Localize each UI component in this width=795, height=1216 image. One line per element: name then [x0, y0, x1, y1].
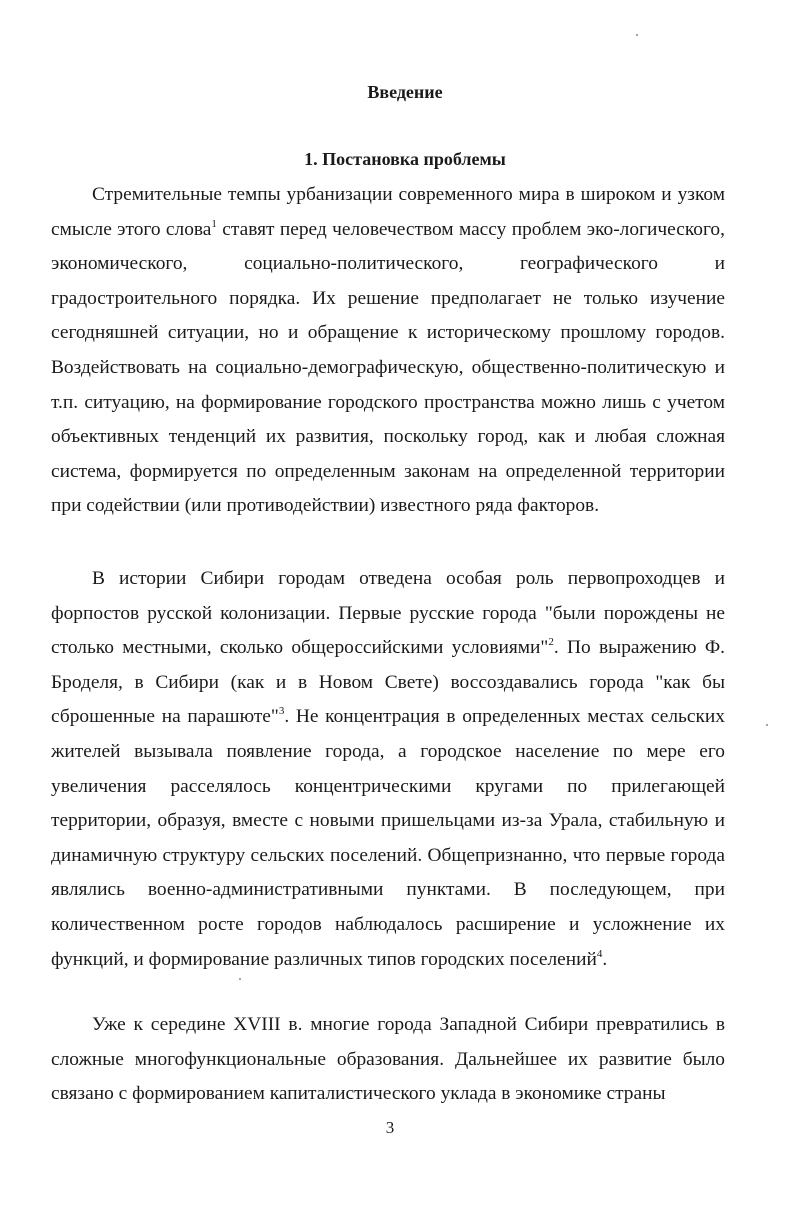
paragraph-text: ставят перед человечеством массу проблем эко-логического, экономического, социально-политического, географического и градостроительного порядка. Их решение предполагает не только изучение сегодняшней ситуации, но и обращение к историческому прошлому городов. Воздействовать на социально-демографическую, общественно-политическую и т.п. ситуацию, на формирование городского пространства можно лишь с учетом объективных тенденций их развития, поскольку город, как и любая сложная система, формируется по определенным законам на определенной территории при содействии (или противодействии) известного ряда факторов.	[51, 218, 725, 517]
main-title: Введение	[367, 82, 443, 102]
paragraph-text: Стремительные темпы урбанизации современного мира в широком и узком смысле этого слова	[51, 184, 725, 240]
paragraph-text: В истории Сибири городам отведена особая роль первопроходцев и форпостов русской колонизации. Первые русские города "были порождены не столько местными, сколько общероссийскими условиями"	[51, 568, 725, 659]
paragraph-text: Уже к середине XVIII в. многие города Западной Сибири превратились в сложные многофункциональные образования. Дальнейшее их развитие было связано с формированием капиталистического уклада в экономике страны	[51, 1014, 725, 1105]
paragraph-1	[51, 178, 725, 524]
scan-speck	[636, 34, 638, 36]
footnote-ref-3: 3	[278, 705, 285, 718]
paragraph-2	[51, 562, 725, 977]
section-title: 1. Постановка проблемы	[304, 149, 506, 169]
scan-speck	[766, 724, 768, 726]
paragraph-3	[51, 1008, 725, 1112]
footnote-ref-2: 2	[548, 636, 554, 649]
paragraph-text: . По выражению Ф. Броделя, в Сибири (как и в Новом Свете) воссоздавались города "как бы сброшенные на парашюте"	[51, 637, 725, 728]
page-number: 3	[385, 1118, 395, 1137]
paragraph-text: . Не концентрация в определенных местах сельских жителей вызывала появление города, а городское население по мере его увеличения расселялось концентрическими кругами по прилегающей территории, образуя, вместе с новыми пришельцами из-за Урала, стабильную и динамичную структуру сельских поселений. Общепризнанно, что первые города являлись военно-административными пунктами. В последующем, при количественном росте городов наблюдалось расширение и усложнение их функций, и формирование различных типов городских поселений	[51, 706, 725, 970]
scan-speck	[239, 978, 241, 980]
footnote-ref-1: 1	[211, 217, 217, 230]
paragraph-text: .	[602, 948, 608, 970]
footnote-ref-4: 4	[596, 947, 603, 960]
